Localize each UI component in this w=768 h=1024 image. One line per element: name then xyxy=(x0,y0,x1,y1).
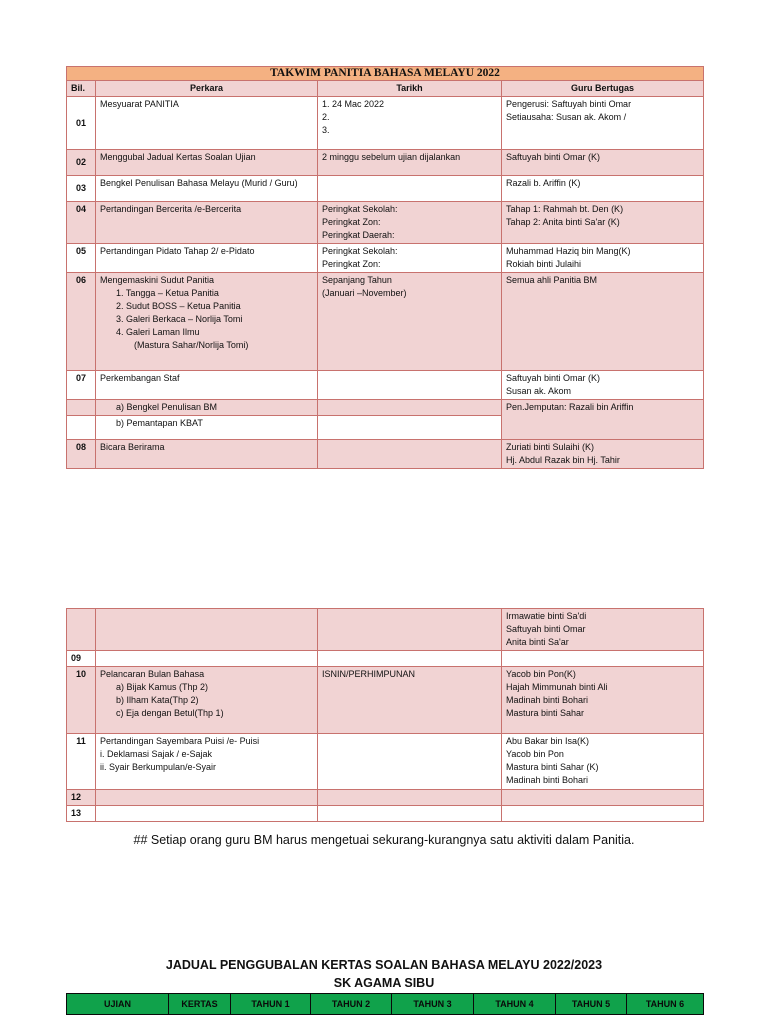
table-row-08 xyxy=(67,440,704,469)
row-tarikh xyxy=(318,97,502,150)
perkara-line: c) Eja dengan Betul(Thp 1) xyxy=(116,708,224,718)
row-tarikh xyxy=(318,734,502,790)
table-row-13 xyxy=(67,806,704,822)
header-tahun-3: TAHUN 3 xyxy=(392,994,474,1015)
row-perkara xyxy=(96,609,318,651)
perkara-line: ii. Syair Berkumpulan/e-Syair xyxy=(100,762,217,772)
takwim-header-row xyxy=(67,81,704,97)
tarikh-line: 3. xyxy=(322,125,330,135)
perkara-line: Pertandingan Sayembara Puisi /e- Puisi xyxy=(100,736,260,746)
row-tarikh xyxy=(318,202,502,244)
table-row-06 xyxy=(67,273,704,371)
guru-line: Muhammad Haziq bin Mang(K) xyxy=(506,246,631,256)
row-bil: 03 xyxy=(67,176,96,202)
takwim-table xyxy=(66,66,704,469)
guru-line: Anita binti Sa'ar xyxy=(506,637,569,647)
table-row-05 xyxy=(67,244,704,273)
row-bil: 10 xyxy=(67,667,96,734)
row-tarikh xyxy=(318,651,502,667)
row-guru xyxy=(502,609,704,651)
perkara-line: b) Ilham Kata(Thp 2) xyxy=(116,695,199,705)
table-row-07 xyxy=(67,371,704,400)
guru-line: Yacob bin Pon(K) xyxy=(506,669,576,679)
guru-line: Mastura binti Sahar xyxy=(506,708,585,718)
row-bil: 12 xyxy=(67,790,96,806)
table-row-11 xyxy=(67,734,704,790)
header-guru: Guru Bertugas xyxy=(502,81,704,97)
row-guru xyxy=(502,97,704,150)
row-perkara xyxy=(96,806,318,822)
table-row-02 xyxy=(67,150,704,176)
header-tahun-4: TAHUN 4 xyxy=(474,994,556,1015)
jadual-header-row xyxy=(67,994,704,1015)
row-tarikh xyxy=(318,176,502,202)
row-bil: 04 xyxy=(67,202,96,244)
row-tarikh xyxy=(318,806,502,822)
row-perkara: Bicara Berirama xyxy=(96,440,318,469)
row-perkara xyxy=(96,734,318,790)
row-tarikh: 2 minggu sebelum ujian dijalankan xyxy=(318,150,502,176)
guru-line: Irmawatie binti Sa'di xyxy=(506,611,587,621)
row-perkara: Perkembangan Staf xyxy=(96,371,318,400)
perkara-line: 3. Galeri Berkaca – Norlija Tomi xyxy=(116,314,243,324)
perkara-line: 2. Sudut BOSS – Ketua Panitia xyxy=(116,301,241,311)
tarikh-line: Sepanjang Tahun xyxy=(322,275,392,285)
row-perkara xyxy=(96,667,318,734)
table-row-07a xyxy=(67,400,704,416)
row-perkara: Pertandingan Pidato Tahap 2/ e-Pidato xyxy=(96,244,318,273)
row-guru xyxy=(502,734,704,790)
row-guru xyxy=(502,371,704,400)
header-bil: Bil. xyxy=(67,81,96,97)
panitia-note: ## Setiap orang guru BM harus mengetuai sekurang-kurangnya satu aktiviti dalam Panitia. xyxy=(133,833,635,847)
row-perkara xyxy=(96,651,318,667)
row-tarikh xyxy=(318,244,502,273)
table-row-continued xyxy=(67,609,704,651)
takwim-table-continued xyxy=(66,608,704,822)
row-perkara: Pertandingan Bercerita /e-Bercerita xyxy=(96,202,318,244)
header-tahun-5: TAHUN 5 xyxy=(556,994,627,1015)
row-guru: Saftuyah binti Omar (K) xyxy=(502,150,704,176)
row-guru: Semua ahli Panitia BM xyxy=(502,273,704,371)
row-bil xyxy=(67,416,96,440)
guru-line: Susan ak. Akom xyxy=(506,386,572,396)
table-row-10 xyxy=(67,667,704,734)
row-guru xyxy=(502,651,704,667)
perkara-line: Mengemaskini Sudut Panitia xyxy=(100,275,215,285)
header-tahun-6: TAHUN 6 xyxy=(627,994,704,1015)
tarikh-line: Peringkat Sekolah: xyxy=(322,246,398,256)
row-tarikh xyxy=(318,400,502,416)
row-tarikh xyxy=(318,416,502,440)
guru-line: Saftuyah binti Omar xyxy=(506,624,586,634)
row-bil: 08 xyxy=(67,440,96,469)
row-guru: Pen.Jemputan: Razali bin Ariffin xyxy=(502,400,704,440)
header-perkara: Perkara xyxy=(96,81,318,97)
guru-line: Tahap 1: Rahmah bt. Den (K) xyxy=(506,204,624,214)
header-kertas: KERTAS xyxy=(169,994,231,1015)
guru-line: Abu Bakar bin Isa(K) xyxy=(506,736,590,746)
header-tarikh: Tarikh xyxy=(318,81,502,97)
row-perkara: Mesyuarat PANITIA xyxy=(96,97,318,150)
tarikh-line: (Januari –November) xyxy=(322,288,407,298)
guru-line: Setiausaha: Susan ak. Akom / xyxy=(506,112,627,122)
header-ujian: UJIAN xyxy=(67,994,169,1015)
guru-line: Yacob bin Pon xyxy=(506,749,564,759)
jadual-table xyxy=(66,993,704,1015)
row-bil: 11 xyxy=(67,734,96,790)
row-guru xyxy=(502,667,704,734)
tarikh-line: 1. 24 Mac 2022 xyxy=(322,99,385,109)
table-row-04 xyxy=(67,202,704,244)
guru-line: Hajah Mimmunah binti Ali xyxy=(506,682,608,692)
row-tarikh xyxy=(318,273,502,371)
row-guru xyxy=(502,790,704,806)
jadual-title: JADUAL PENGGUBALAN KERTAS SOALAN BAHASA MELAYU 2022/2023 xyxy=(165,958,603,972)
guru-line: Tahap 2: Anita binti Sa'ar (K) xyxy=(506,217,620,227)
guru-line: Madinah binti Bohari xyxy=(506,775,589,785)
row-bil: 01 xyxy=(67,97,96,150)
guru-line: Hj. Abdul Razak bin Hj. Tahir xyxy=(506,455,620,465)
row-bil xyxy=(67,609,96,651)
school-name: SK AGAMA SIBU xyxy=(333,976,435,990)
row-guru xyxy=(502,806,704,822)
perkara-line: 1. Tangga – Ketua Panitia xyxy=(116,288,219,298)
row-perkara: b) Pemantapan KBAT xyxy=(96,416,318,440)
table-row-01 xyxy=(67,97,704,150)
tarikh-line: 2. xyxy=(322,112,330,122)
table-row-12 xyxy=(67,790,704,806)
row-guru xyxy=(502,244,704,273)
header-tahun-1: TAHUN 1 xyxy=(231,994,311,1015)
perkara-line: i. Deklamasi Sajak / e-Sajak xyxy=(100,749,213,759)
guru-line: Pengerusi: Saftuyah binti Omar xyxy=(506,99,632,109)
perkara-line: (Mastura Sahar/Norlija Tomi) xyxy=(134,340,249,350)
row-perkara xyxy=(96,273,318,371)
table-row-09 xyxy=(67,651,704,667)
row-bil: 02 xyxy=(67,150,96,176)
tarikh-line: Peringkat Zon: xyxy=(322,259,381,269)
row-bil: 06 xyxy=(67,273,96,371)
row-tarikh xyxy=(318,371,502,400)
takwim-title: TAKWIM PANITIA BAHASA MELAYU 2022 xyxy=(67,67,704,81)
row-guru xyxy=(502,202,704,244)
row-bil: 07 xyxy=(67,371,96,400)
perkara-line: Pelancaran Bulan Bahasa xyxy=(100,669,205,679)
guru-line: Madinah binti Bohari xyxy=(506,695,589,705)
row-perkara: a) Bengkel Penulisan BM xyxy=(96,400,318,416)
row-tarikh xyxy=(318,790,502,806)
guru-line: Saftuyah binti Omar (K) xyxy=(506,373,601,383)
row-perkara xyxy=(96,790,318,806)
row-guru xyxy=(502,440,704,469)
row-bil: 05 xyxy=(67,244,96,273)
guru-line: Rokiah binti Julaihi xyxy=(506,259,582,269)
row-bil: 09 xyxy=(67,651,96,667)
row-tarikh: ISNIN/PERHIMPUNAN xyxy=(318,667,502,734)
row-perkara: Bengkel Penulisan Bahasa Melayu (Murid / Guru) xyxy=(96,176,318,202)
perkara-line: a) Bijak Kamus (Thp 2) xyxy=(116,682,209,692)
guru-line: Zuriati binti Sulaihi (K) xyxy=(506,442,595,452)
guru-line: Mastura binti Sahar (K) xyxy=(506,762,599,772)
row-bil: 13 xyxy=(67,806,96,822)
row-tarikh xyxy=(318,609,502,651)
header-tahun-2: TAHUN 2 xyxy=(311,994,392,1015)
row-perkara: Menggubal Jadual Kertas Soalan Ujian xyxy=(96,150,318,176)
table-row-03 xyxy=(67,176,704,202)
tarikh-line: Peringkat Sekolah: xyxy=(322,204,398,214)
perkara-line: 4. Galeri Laman Ilmu xyxy=(116,327,200,337)
tarikh-line: Peringkat Daerah: xyxy=(322,230,395,240)
tarikh-line: Peringkat Zon: xyxy=(322,217,381,227)
row-guru: Razali b. Ariffin (K) xyxy=(502,176,704,202)
row-tarikh xyxy=(318,440,502,469)
row-bil xyxy=(67,400,96,416)
